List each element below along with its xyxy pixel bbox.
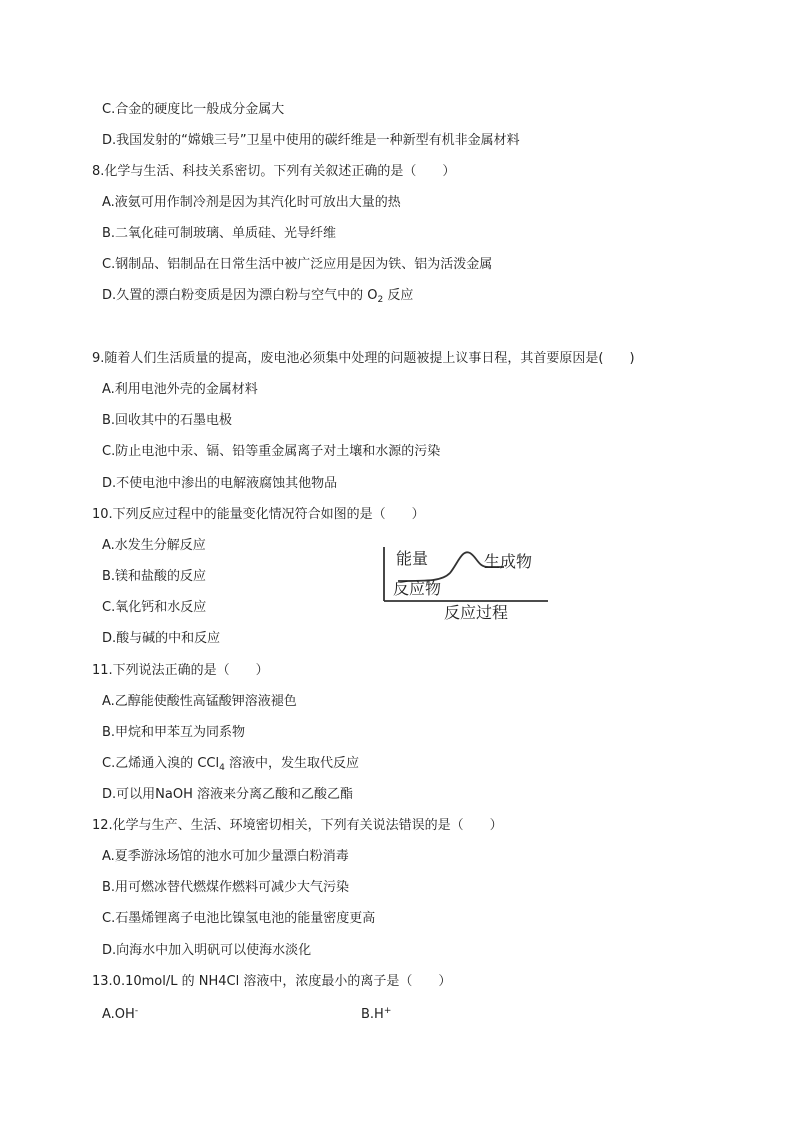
q8-option-b: B.二氧化硅可制玻璃、单质硅、光导纤维: [102, 226, 337, 241]
q13-stem: 13.0.10mol/L 的 NH4Cl 溶液中，浓度最小的离子是（ ）: [92, 974, 452, 989]
reactant-label: 反应物: [393, 579, 442, 598]
q10-option-a: A.水发生分解反应: [102, 538, 206, 553]
q13-option-a: A.OH-: [102, 1006, 139, 1022]
q13-option-b: B.H+: [361, 1006, 392, 1022]
q9-stem: 9.随着人们生活质量的提高，废电池必须集中处理的问题被提上议事日程，其首要原因是( ): [92, 351, 635, 366]
q11-stem: 11.下列说法正确的是（ ）: [92, 663, 269, 678]
product-label: 生成物: [484, 552, 533, 571]
energy-diagram: [378, 543, 558, 625]
q12-option-c: C.石墨烯锂离子电池比镍氢电池的能量密度更高: [102, 911, 376, 926]
q11-option-b: B.甲烷和甲苯互为同系物: [102, 725, 246, 740]
q11-option-d: D.可以用NaOH 溶液来分离乙酸和乙酸乙酯: [102, 787, 353, 802]
q11-option-c: C.乙烯通入溴的 CCl$_4$ 溶液中，发生取代反应: [102, 756, 359, 773]
q8-option-a: A.液氨可用作制冷剂是因为其汽化时可放出大量的热: [102, 195, 401, 210]
q9-option-b: B.回收其中的石墨电极: [102, 413, 233, 428]
q12-option-b: B.用可燃冰替代燃煤作燃料可减少大气污染: [102, 880, 350, 895]
q11-option-a: A.乙醇能使酸性高锰酸钾溶液褪色: [102, 694, 297, 709]
q12-option-d: D.向海水中加入明矾可以使海水淡化: [102, 943, 312, 958]
x-axis-label: 反应过程: [444, 603, 509, 622]
q9-option-a: A.利用电池外壳的金属材料: [102, 382, 258, 397]
q9-option-d: D.不使电池中渗出的电解液腐蚀其他物品: [102, 476, 338, 491]
q8-stem: 8.化学与生活、科技关系密切。下列有关叙述正确的是（ ）: [92, 164, 456, 179]
q7-option-c: C.合金的硬度比一般成分金属大: [102, 102, 285, 117]
q10-option-c: C.氧化钙和水反应: [102, 600, 207, 615]
q12-option-a: A.夏季游泳场馆的池水可加少量漂白粉消毒: [102, 849, 349, 864]
q8-option-d: D.久置的漂白粉变质是因为漂白粉与空气中的 $O_2$ 反应: [102, 288, 414, 305]
q10-option-b: B.镁和盐酸的反应: [102, 569, 207, 584]
q10-option-d: D.酸与碱的中和反应: [102, 631, 221, 646]
q9-option-c: C.防止电池中汞、镉、铅等重金属离子对土壤和水源的污染: [102, 444, 441, 459]
q8-option-c: C.钢制品、铝制品在日常生活中被广泛应用是因为铁、铝为活泼金属: [102, 257, 493, 272]
q10-stem: 10.下列反应过程中的能量变化情况符合如图的是（ ）: [92, 507, 425, 522]
y-axis-label: 能量: [396, 549, 429, 568]
q7-option-d: D.我国发射的“嫦娥三号”卫星中使用的碳纤维是一种新型有机非金属材料: [102, 133, 520, 148]
q12-stem: 12.化学与生产、生活、环境密切相关，下列有关说法错误的是（ ）: [92, 818, 503, 833]
